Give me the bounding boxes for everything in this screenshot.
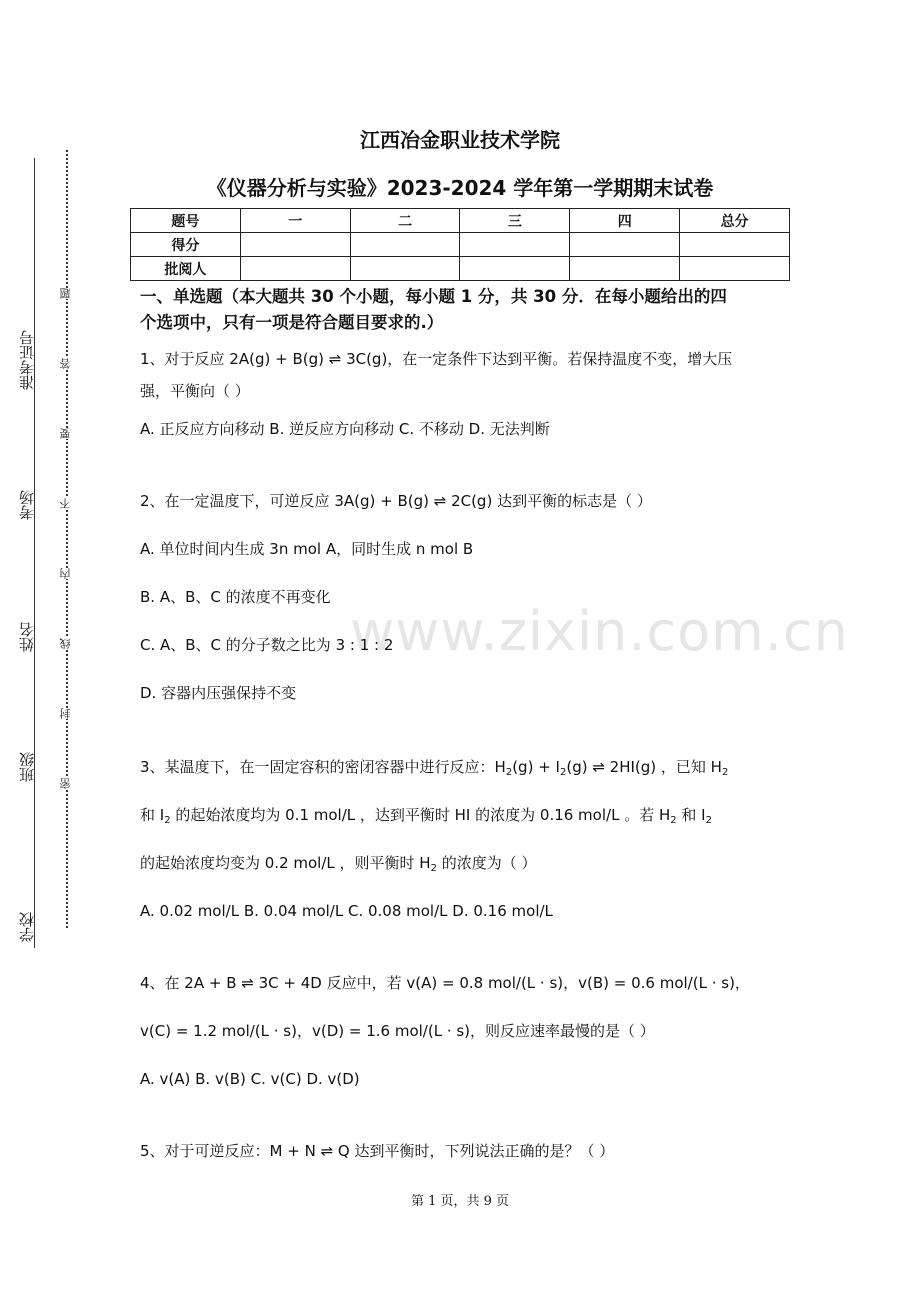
q2-option-d: D. 容器内压强保持不变	[140, 684, 297, 702]
subscript: 2	[505, 767, 513, 778]
field-name-label: 姓名	[18, 622, 36, 652]
score-cell	[350, 257, 460, 281]
seal-char: 不	[59, 498, 72, 509]
score-header-cell: 总分	[680, 209, 790, 233]
q3-text: 和 I	[681, 806, 706, 824]
subscript: 2	[164, 815, 171, 826]
field-class-label: 班级	[18, 752, 36, 782]
score-row-label: 得分	[131, 233, 241, 257]
score-header-cell: 二	[350, 209, 460, 233]
q3-stem-line	[140, 804, 790, 826]
subscript: 2	[430, 863, 437, 874]
score-cell	[570, 233, 680, 257]
score-cell	[680, 257, 790, 281]
section-heading-line: 个选项中，只有一项是符合题目要求的.）	[140, 313, 444, 332]
score-cell	[570, 257, 680, 281]
q4-stem-line: 4、在 2A + B ⇌ 3C + 4D 反应中，若 v(A) = 0.8 mol/(L · s)，v(B) = 0.6 mol/(L · s)，	[140, 974, 750, 992]
q2-option-b: B. A、B、C 的浓度不再变化	[140, 588, 331, 606]
q3-text: 的浓度为（ ）	[441, 854, 537, 872]
score-header-cell: 一	[240, 209, 350, 233]
seal-char: 题	[59, 288, 72, 299]
q3-text: 和 I	[140, 806, 165, 824]
score-cell	[460, 233, 570, 257]
subscript: 2	[670, 815, 677, 826]
seal-char: 密	[59, 778, 72, 789]
exam-title: 《仪器分析与实验》2023-2024 学年第一学期期末试卷	[206, 176, 714, 200]
subscript: 2	[721, 767, 729, 778]
score-cell	[350, 233, 460, 257]
seal-char: 答	[59, 358, 72, 369]
school-title: 江西冶金职业技术学院	[360, 128, 560, 152]
q3-text: 的起始浓度均变为 0.2 mol/L ，则平衡时 H	[140, 854, 431, 872]
field-exam-room-label: 考场	[18, 490, 36, 520]
subscript: 2	[705, 815, 712, 826]
q1-options: A. 正反应方向移动 B. 逆反应方向移动 C. 不移动 D. 无法判断	[140, 420, 550, 438]
section-heading-line: 一、单选题（本大题共 30 个小题，每小题 1 分，共 30 分．在每小题给出的四	[140, 287, 727, 306]
seal-char: 内	[59, 568, 72, 579]
score-header-cell: 四	[570, 209, 680, 233]
seal-char: 要	[59, 428, 72, 439]
q3-stem-line	[140, 756, 790, 778]
binding-solid-line	[34, 158, 35, 948]
q1-stem-line: 强，平衡向（ ）	[140, 382, 250, 400]
q1-stem-line: 1、对于反应 2A(g) + B(g) ⇌ 3C(g)，在一定条件下达到平衡。若保持温度不变，增大压	[140, 350, 733, 368]
page-footer: 第 1 页，共 9 页	[410, 1194, 510, 1209]
score-cell	[240, 233, 350, 257]
subscript: 2	[559, 767, 567, 778]
seal-char: 线	[59, 638, 72, 649]
score-table	[130, 208, 790, 281]
seal-char: 封	[59, 708, 72, 719]
score-cell	[460, 257, 570, 281]
q3-text: 的起始浓度均为 0.1 mol/L ，达到平衡时 HI 的浓度为 0.16 mol/L 。若 H	[175, 806, 671, 824]
score-cell	[680, 233, 790, 257]
score-table-row	[131, 257, 790, 281]
q2-option-a: A. 单位时间内生成 3n mol A，同时生成 n mol B	[140, 540, 474, 558]
q2-option-c: C. A、B、C 的分子数之比为 3 : 1 : 2	[140, 636, 394, 654]
score-header-cell: 三	[460, 209, 570, 233]
score-cell	[240, 257, 350, 281]
q3-options: A. 0.02 mol/L B. 0.04 mol/L C. 0.08 mol/L D. 0.16 mol/L	[140, 902, 553, 920]
q4-options: A. v(A) B. v(B) C. v(C) D. v(D)	[140, 1070, 360, 1088]
q3-text: (g) ⇌ 2HI(g) ，已知 H	[566, 758, 722, 776]
q3-stem-line	[140, 852, 790, 874]
q2-stem: 2、在一定温度下，可逆反应 3A(g) + B(g) ⇌ 2C(g) 达到平衡的标志是（ ）	[140, 492, 652, 510]
score-table-row	[131, 233, 790, 257]
field-exam-number-label: 准考证号	[18, 330, 36, 390]
score-header-cell: 题号	[131, 209, 241, 233]
watermark: www.zixin.com.cn	[350, 600, 849, 663]
score-row-label: 批阅人	[131, 257, 241, 281]
q4-stem-line: v(C) = 1.2 mol/(L · s)，v(D) = 1.6 mol/(L · s)，则反应速率最慢的是（ ）	[140, 1022, 655, 1040]
q3-text: (g) + I	[512, 758, 560, 776]
q3-text: 3、某温度下，在一固定容积的密闭容器中进行反应：H	[140, 758, 506, 776]
section-heading	[140, 284, 790, 336]
q5-stem: 5、对于可逆反应：M + N ⇌ Q 达到平衡时，下列说法正确的是？（ ）	[140, 1142, 615, 1160]
seal-dotted-line	[66, 150, 68, 928]
field-school-label: 学校	[18, 912, 36, 942]
score-table-header-row	[131, 209, 790, 233]
